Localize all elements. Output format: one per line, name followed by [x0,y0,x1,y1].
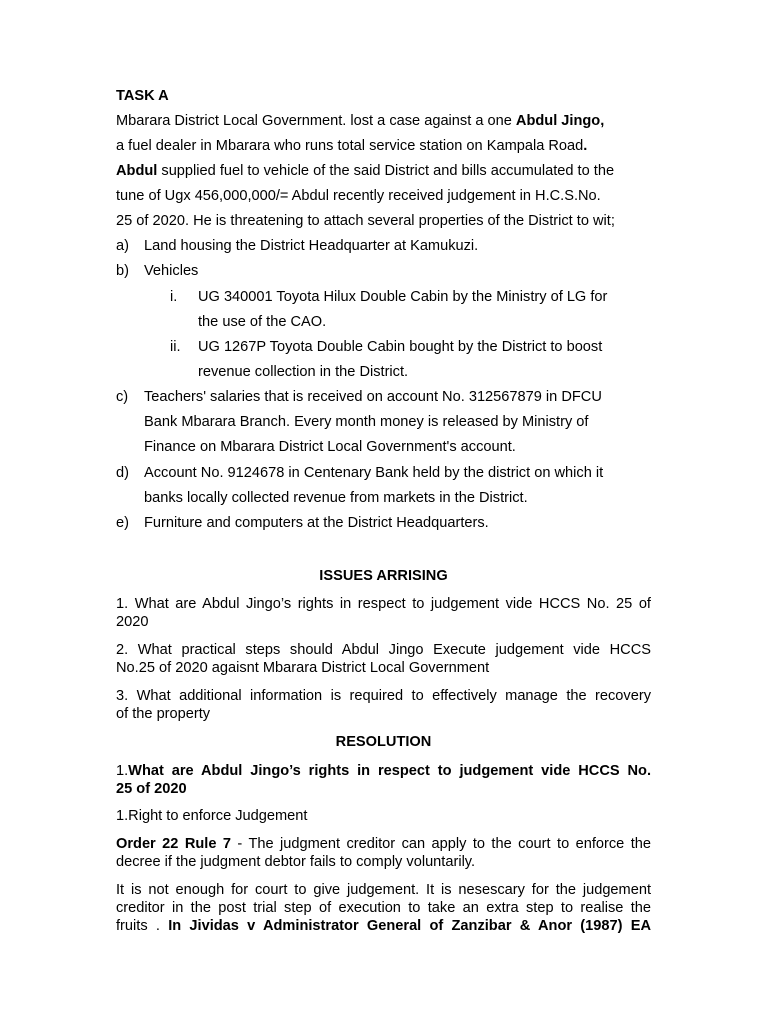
task-title: TASK A [116,88,169,104]
issue-2-line-1: 2. What practical steps should Abdul Jingo Execute judgement vide HCCS [116,642,651,658]
issue-2-line-2: No.25 of 2020 agaisnt Mbarara District Local Government [116,660,490,676]
list-item-ii-line-1: UG 1267P Toyota Double Cabin bought by the District to boost [198,339,603,355]
list-item-c-line-2: Bank Mbarara Branch. Every month money is released by Ministry of [144,414,589,430]
intro-line-1 [116,112,604,130]
list-marker-d: d) [116,465,129,481]
list-item-d-line-2: banks locally collected revenue from markets in the District. [144,490,528,506]
resolution-question-bold: What are Abdul Jingo’s rights in respect to judgement vide HCCS No. [128,763,651,779]
issues-heading: ISSUES ARRISING [319,568,448,584]
paragraph-line-1: It is not enough for court to give judgement. It is nesescary for the judgement [116,882,651,898]
order-citation: Order 22 Rule 7 [116,836,238,852]
list-marker-c: c) [116,389,129,405]
order-text: - The judgment creditor can apply to the court to enforce the [237,836,651,852]
list-marker-e: e) [116,515,129,531]
list-item-d-line-1: Account No. 9124678 in Centenary Bank held by the district on which it [144,465,604,481]
list-item-e: Furniture and computers at the District Headquarters. [144,515,489,531]
issue-1-line-2: 2020 [116,614,149,630]
list-item-c-line-1: Teachers' salaries that is received on account No. 312567879 in DFCU [144,389,602,405]
paragraph-text: fruits . [116,918,169,934]
list-item-c-line-3: Finance on Mbarara District Local Government's account. [144,439,516,455]
list-marker-a: a) [116,238,129,254]
list-marker-i: i. [170,289,178,305]
order-line-1 [116,835,651,853]
intro-period: . [583,138,588,154]
list-item-i-line-2: the use of the CAO. [198,314,327,330]
list-marker-ii: ii. [170,339,181,355]
paragraph-line-2: creditor in the post trial step of execution to take an extra step to realise the [116,900,651,916]
intro-text: Mbarara District Local Government. lost a case against a one [116,113,516,129]
right-to-enforce: 1.Right to enforce Judgement [116,808,308,824]
intro-line-2 [116,137,587,155]
resolution-heading: RESOLUTION [335,734,432,750]
list-item-i-line-1: UG 340001 Toyota Hilux Double Cabin by the Ministry of LG for [198,289,608,305]
resolution-question-line-2: 25 of 2020 [116,781,187,797]
issue-3-line-2: of the property [116,706,211,722]
list-item-b: Vehicles [144,263,199,279]
intro-line-5: 25 of 2020. He is threatening to attach several properties of the District to wit; [116,213,615,229]
intro-line-3 [116,162,614,180]
list-item-a: Land housing the District Headquarter at Kamukuzi. [144,238,479,254]
issue-3-line-1: 3. What additional information is required to effectively manage the recovery [116,688,651,704]
list-item-ii-line-2: revenue collection in the District. [198,364,409,380]
case-citation: In Jividas v Administrator General of Zanzibar & Anor (1987) EA [168,918,652,934]
paragraph-line-3 [116,917,651,935]
intro-name-bold: Abdul [116,163,158,179]
list-marker-b: b) [116,263,129,279]
intro-text: a fuel dealer in Mbarara who runs total service station on Kampala Road [116,138,584,154]
resolution-question-line-1 [116,762,651,780]
resolution-number: 1. [116,763,129,779]
issue-1-line-1: 1. What are Abdul Jingo’s rights in respect to judgement vide HCCS No. 25 of [116,596,651,612]
order-line-2: decree if the judgment debtor fails to comply voluntarily. [116,854,476,870]
intro-text: supplied fuel to vehicle of the said District and bills accumulated to the [157,163,615,179]
intro-name-bold: Abdul Jingo, [515,113,605,129]
intro-line-4: tune of Ugx 456,000,000/= Abdul recently received judgement in H.C.S.No. [116,188,601,204]
